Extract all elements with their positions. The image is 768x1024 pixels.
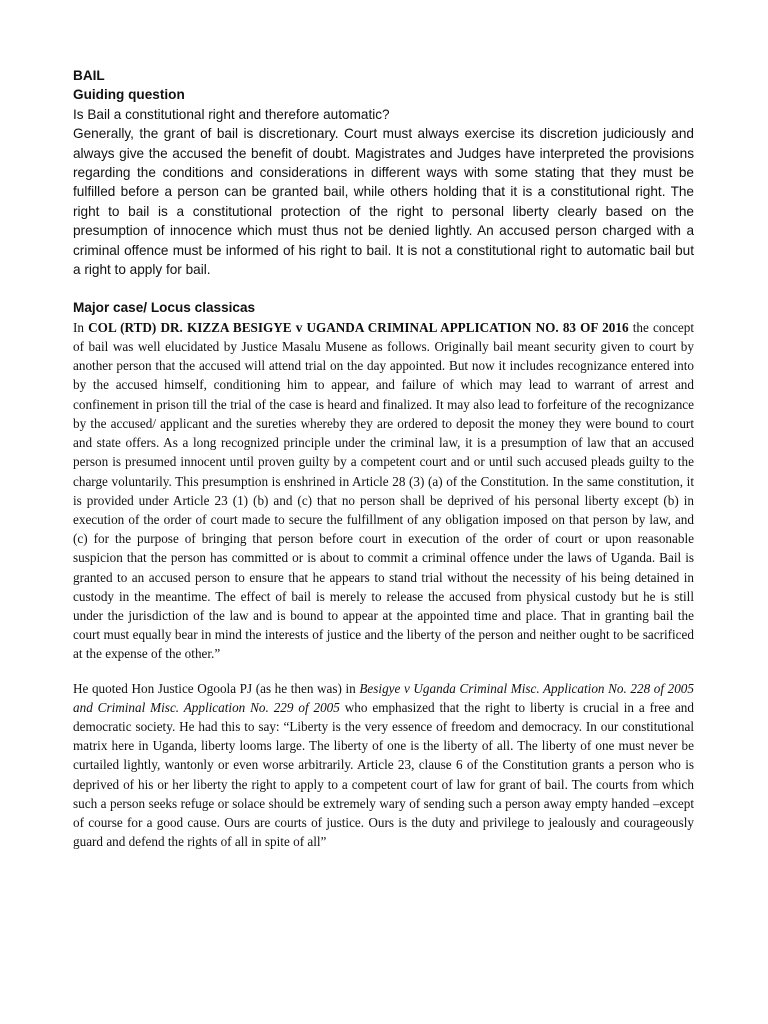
case-body: the concept of bail was well elucidated by Justice Masalu Musene as follows. Originally bail meant security given to court by another person that the accused will attend trial on the day appointed. But now it includes recognizance entered into by the accused himself, conditioning him to appear, and failure of which may lead to warrant of arrest and confinement in prison till the trial of the case is heard and finalized. It may also lead to forfeiture of the recognizance by the accused/ applicant and the sureties whereby they are ordered to deposit the money they were bound to court and state offers. As a long recognized principle under the criminal law, it is a presumption of law that an accused person is presumed innocent until proven guilty by a competent court and or until such accused pleads guilty to the charge voluntarily. This presumption is enshrined in Article 28 (3) (a) of the Constitution. In the same constitution, it is provided under Article 23 (1) (b) and (c) that no person shall be deprived of his personal liberty except (b) in execution of the order of court made to secure the fulfillment of any obligation imposed on that person by law, and (c) for the purpose of bringing that person before court in execution of the order of court or upon reasonable suspicion that the person has committed or is about to commit a criminal offence under the laws of Uganda. Bail is granted to an accused person to ensure that he appears to stand trial without the necessity of his being detained in custody in the meantime. The effect of bail is merely to release the accused from physical custody but he is still under the jurisdiction of the law and is bound to appear at the appointed time and place. That in granting bail the court must equally bear in mind the interests of justice and the liberty of the person and neither ought to be sacrificed at the expense of the other.” <box>73 319 694 662</box>
besigye-case-paragraph <box>73 318 694 664</box>
document-page <box>73 66 694 851</box>
case-citation: Besigye v Uganda Criminal Misc. Application No. 228 of 2005 and Criminal Misc. Application No. 229 of 2005 <box>73 680 694 715</box>
major-case-heading: Major case/ Locus classicas <box>73 300 256 316</box>
guiding-question: Is Bail a constitutional right and therefore automatic? <box>73 106 390 122</box>
ogoola-quote-paragraph <box>73 679 694 852</box>
guiding-question-heading: Guiding question <box>73 87 185 103</box>
case-title: COL (RTD) DR. KIZZA BESIGYE v UGANDA CRIMINAL APPLICATION NO. 83 OF 2016 <box>88 319 629 335</box>
bail-section <box>73 66 694 279</box>
quote-intro: He quoted Hon Justice Ogoola PJ (as he then was) in <box>73 680 360 696</box>
spacer <box>73 664 694 679</box>
quote-body: who emphasized that the right to liberty is crucial in a free and democratic society. He had this to say: “Liberty is the very essence of freedom and democracy. In our constitutional matrix here in Uganda, liberty looms large. The liberty of one is the liberty of all. The liberty of one must never be curtailed lightly, wantonly or even worse arbitrarily. Article 23, clause 6 of the Constitution grants a person who is deprived of his or her liberty the right to apply to a competent court of law for grant of bail. The courts from which such a person seeks refuge or solace should be extremely wary of sending such a person away empty handed –except of course for a good cause. Ours are courts of justice. Ours is the duty and privilege to jealously and courageously guard and defend the rights of all in spite of all” <box>73 699 694 850</box>
intro-text: In <box>73 319 89 335</box>
document-title: BAIL <box>73 68 105 83</box>
bail-discretion-paragraph: Generally, the grant of bail is discretionary. Court must always exercise its discretion judiciously and always give the accused the benefit of doubt. Magistrates and Judges have interpreted the provisions regarding the conditions and considerations in different ways with some stating that they must be fulfilled before a person can be granted bail, while others holding that it is a constitutional right. The right to bail is a constitutional protection of the right to personal liberty clearly based on the presumption of innocence which must thus not be denied lightly. An accused person charged with a criminal offence must be informed of his right to bail. It is not a constitutional right to automatic bail but a right to apply for bail. <box>73 126 694 278</box>
spacer <box>73 279 694 298</box>
